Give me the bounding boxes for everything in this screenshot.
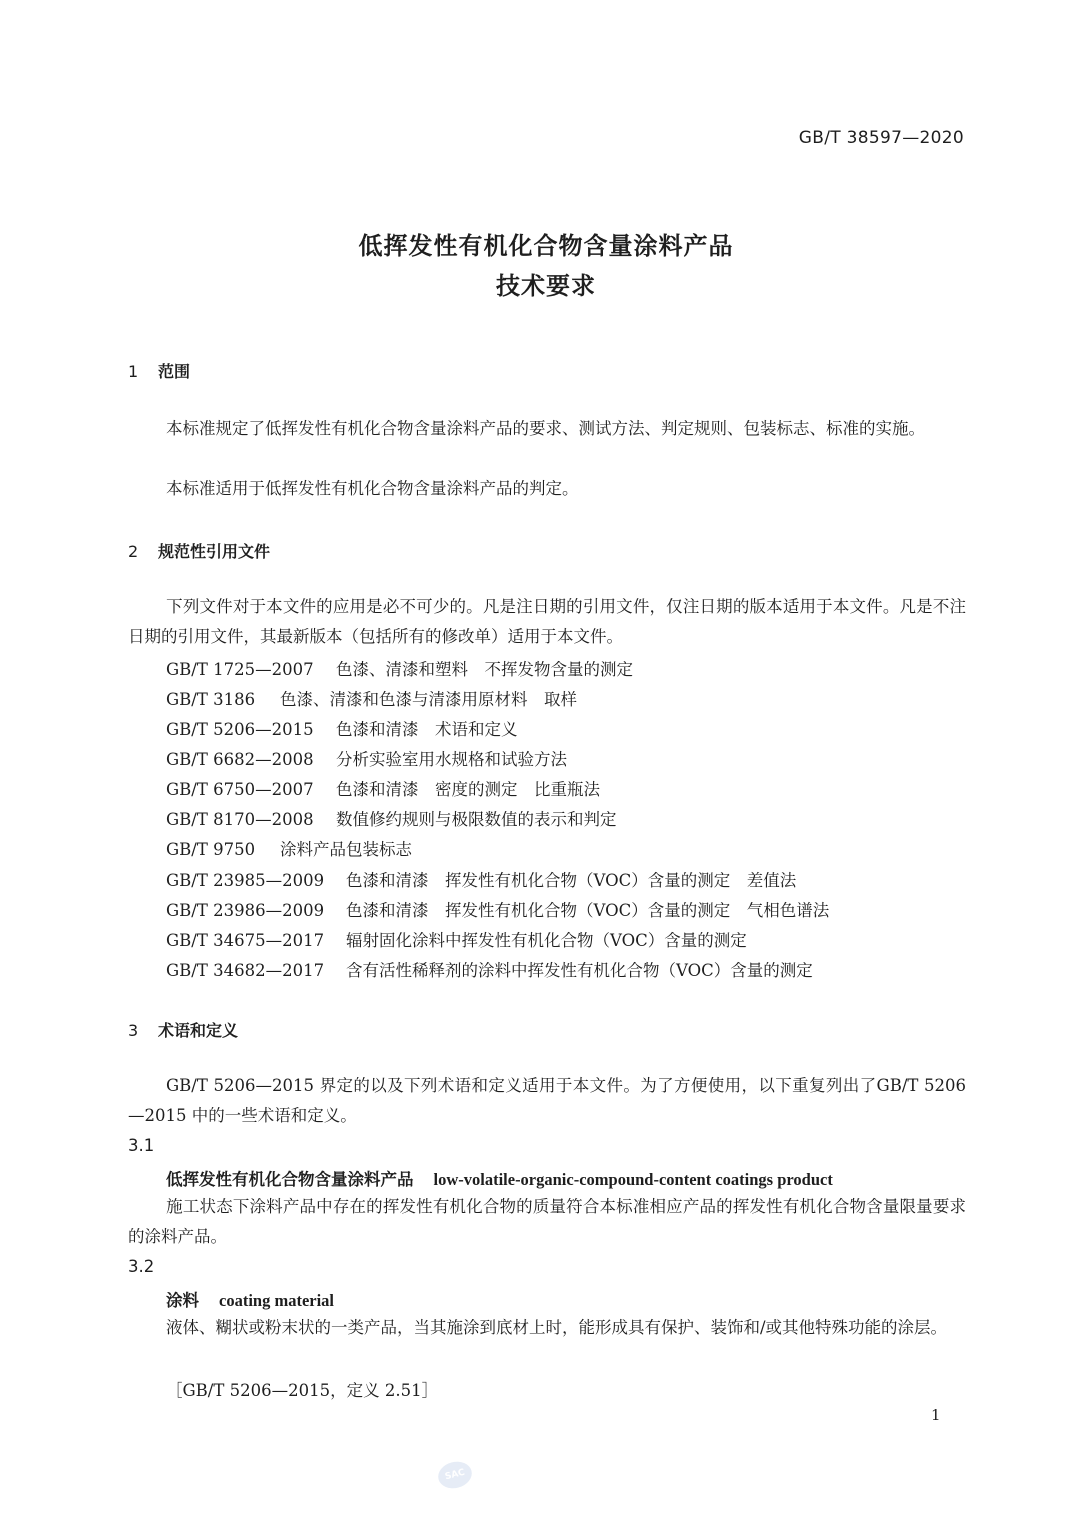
reference-item [166,746,567,770]
term-number: 3.1 [128,1136,155,1155]
reference-title: 色漆和清漆 术语和定义 [336,720,518,739]
section-heading [128,539,270,562]
reference-item [166,806,617,830]
reference-item [166,776,600,800]
reference-item [166,927,747,951]
paragraph: 本标准适用于低挥发性有机化合物含量涂料产品的判定。 [166,479,579,498]
section-title: 规范性引用文件 [158,542,271,561]
section-number: 1 [128,362,139,381]
reference-item [166,686,577,710]
paragraph: 下列文件对于本文件的应用是必不可少的。凡是注日期的引用文件，仅注日期的版本适用于本文件。凡是不注日期的引用文件，其最新版本（包括所有的修改单）适用于本文件。 [128,597,966,646]
reference-item [166,897,829,921]
term-source: ［GB/T 5206—2015，定义 2.51］ [166,1381,439,1400]
standard-number: GB/T 38597—2020 [798,128,964,148]
reference-title: 含有活性稀释剂的涂料中挥发性有机化合物（VOC）含量的测定 [346,961,813,980]
document-title: 低挥发性有机化合物含量涂料产品 [358,232,734,260]
reference-title: 色漆和清漆 密度的测定 比重瓶法 [336,780,600,799]
reference-title: 色漆、清漆和色漆与清漆用原材料 取样 [280,690,577,709]
reference-title: 分析实验室用水规格和试验方法 [336,750,567,769]
section-heading [128,1018,238,1041]
section-title: 范围 [158,362,191,381]
section-title: 术语和定义 [158,1021,239,1040]
reference-title: 色漆和清漆 挥发性有机化合物（VOC）含量的测定 差值法 [346,871,797,890]
reference-code: GB/T 6750—2007 [166,780,314,799]
reference-title: 色漆、清漆和塑料 不挥发物含量的测定 [336,660,633,679]
reference-item [166,957,813,981]
term-definition: 施工状态下涂料产品中存在的挥发性有机化合物的质量符合本标准相应产品的挥发性有机化合物含量限量要求的涂料产品。 [128,1197,966,1246]
term-number: 3.2 [128,1257,155,1276]
reference-code: GB/T 3186 [166,690,256,709]
reference-code: GB/T 23986—2009 [166,901,325,920]
reference-item [166,656,633,680]
reference-code: GB/T 1725—2007 [166,660,314,679]
reference-item [166,836,412,860]
term-chinese: 低挥发性有机化合物含量涂料产品 [166,1170,414,1189]
reference-title: 色漆和清漆 挥发性有机化合物（VOC）含量的测定 气相色谱法 [346,901,830,920]
term-chinese: 涂料 [166,1291,199,1310]
section-number: 2 [128,542,139,561]
reference-code: GB/T 9750 [166,840,256,859]
term-english: low-volatile-organic-compound-content coatings product [433,1170,833,1189]
reference-item [166,867,796,891]
term-heading [166,1287,334,1311]
term-heading [166,1166,833,1190]
reference-code: GB/T 6682—2008 [166,750,314,769]
term-definition: 液体、糊状或粉末状的一类产品，当其施涂到底材上时，能形成具有保护、装饰和/或其他特殊功能的涂层。 [166,1318,948,1337]
reference-title: 涂料产品包装标志 [280,840,412,859]
reference-code: GB/T 8170—2008 [166,810,314,829]
paragraph: GB/T 5206—2015 界定的以及下列术语和定义适用于本文件。为了方便使用，以下重复列出了GB/T 5206—2015 中的一些术语和定义。 [128,1076,966,1125]
reference-code: GB/T 23985—2009 [166,871,325,890]
sac-watermark-logo: SAC [435,1458,474,1491]
reference-item [166,716,518,740]
reference-code: GB/T 34682—2017 [166,961,325,980]
page-number: 1 [931,1406,941,1424]
reference-code: GB/T 5206—2015 [166,720,314,739]
section-heading [128,359,190,382]
document-subtitle: 技术要求 [496,272,596,300]
reference-code: GB/T 34675—2017 [166,931,325,950]
reference-title: 数值修约规则与极限数值的表示和判定 [336,810,617,829]
paragraph: 本标准规定了低挥发性有机化合物含量涂料产品的要求、测试方法、判定规则、包装标志、标准的实施。 [166,419,925,438]
reference-title: 辐射固化涂料中挥发性有机化合物（VOC）含量的测定 [346,931,747,950]
section-number: 3 [128,1021,139,1040]
term-english: coating material [219,1291,335,1310]
